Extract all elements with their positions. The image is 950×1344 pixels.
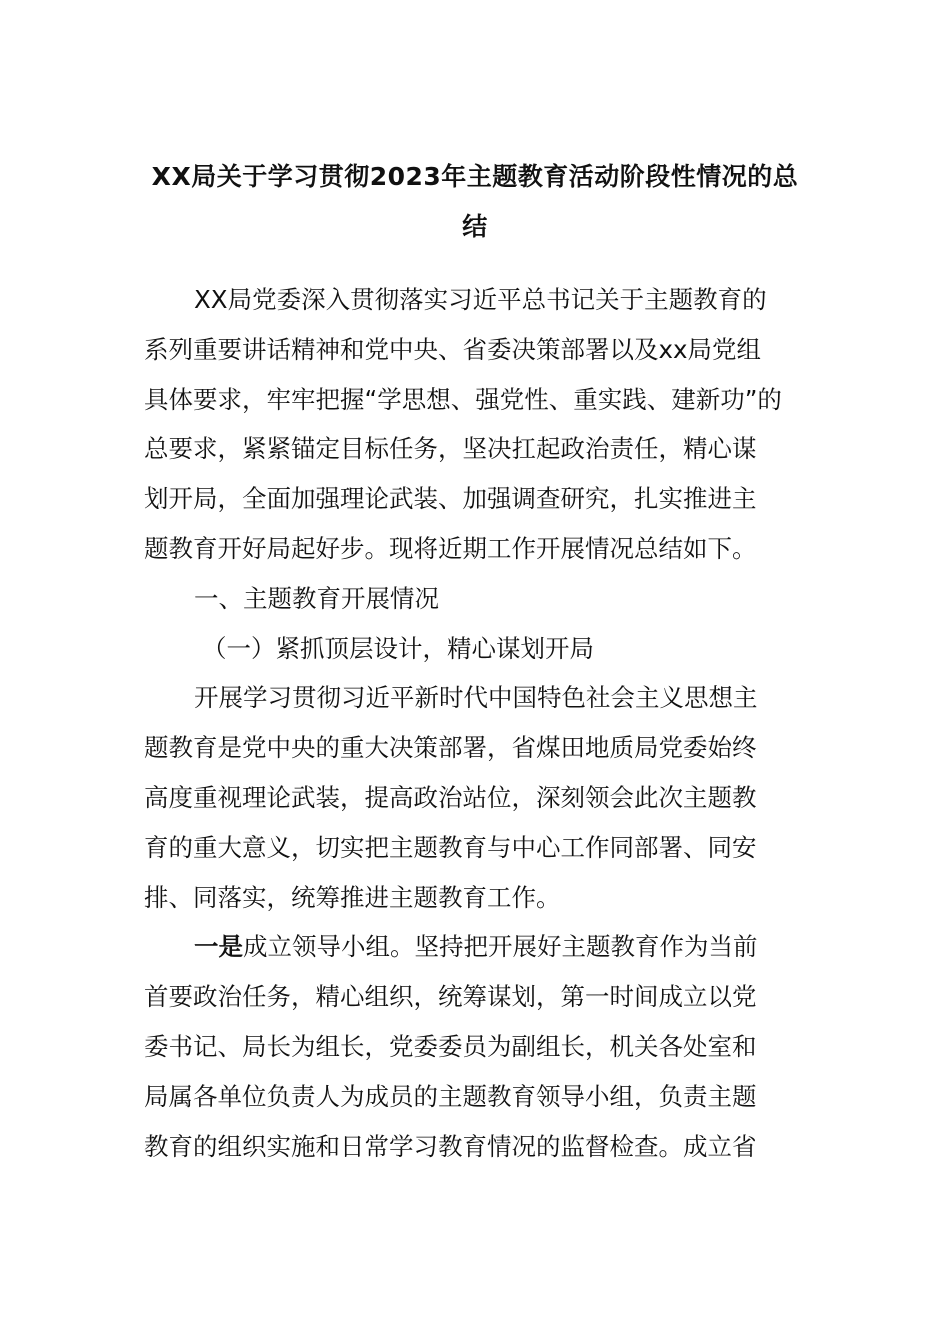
paragraph-text: 成立领导小组。坚持把开展好主题教育作为当前 <box>243 932 758 962</box>
paragraph-line: 育的重大意义，切实把主题教育与中心工作同部署、同安 <box>144 832 757 862</box>
paragraph-line: 题教育是党中央的重大决策部署，省煤田地质局党委始终 <box>144 733 757 763</box>
paragraph-line <box>144 922 808 972</box>
title-line: 结 <box>462 212 488 241</box>
subsection-heading: （一）紧抓顶层设计，精心谋划开局 <box>202 633 594 663</box>
paragraph-line: 首要政治任务，精心组织，统筹谋划，第一时间成立以党 <box>144 982 757 1012</box>
paragraph-line: 排、同落实，统筹推进主题教育工作。 <box>144 882 561 912</box>
paragraph-line: 高度重视理论武装，提高政治站位，深刻领会此次主题教 <box>144 782 757 812</box>
paragraph-line: XX局党委深入贯彻落实习近平总书记关于主题教育的 <box>194 285 767 314</box>
paragraph-line: 委书记、局长为组长，党委委员为副组长，机关各处室和 <box>144 1031 757 1061</box>
paragraph-line: 局属各单位负责人为成员的主题教育领导小组，负责主题 <box>144 1081 757 1111</box>
paragraph-line: 题教育开好局起好步。现将近期工作开展情况总结如下。 <box>144 533 757 563</box>
title-line: XX局关于学习贯彻2023年主题教育活动阶段性情况的总 <box>151 162 799 191</box>
paragraph-line: 系列重要讲话精神和党中央、省委决策部署以及xx局党组 <box>144 334 761 364</box>
document-title <box>140 152 810 252</box>
paragraph-line: 总要求，紧紧锚定目标任务，坚决扛起政治责任，精心谋 <box>144 434 757 464</box>
section-heading: 一、主题教育开展情况 <box>194 583 439 613</box>
lead-bold-text: 一是 <box>194 932 243 962</box>
paragraph-line: 教育的组织实施和日常学习教育情况的监督检查。成立省 <box>144 1131 757 1161</box>
paragraph-line: 划开局，全面加强理论武装、加强调查研究，扎实推进主 <box>144 484 757 514</box>
paragraph-line: 具体要求，牢牢把握“学思想、强党性、重实践、建新功”的 <box>144 384 782 414</box>
paragraph-line: 开展学习贯彻习近平新时代中国特色社会主义思想主 <box>194 683 758 713</box>
document-body <box>144 275 808 1171</box>
